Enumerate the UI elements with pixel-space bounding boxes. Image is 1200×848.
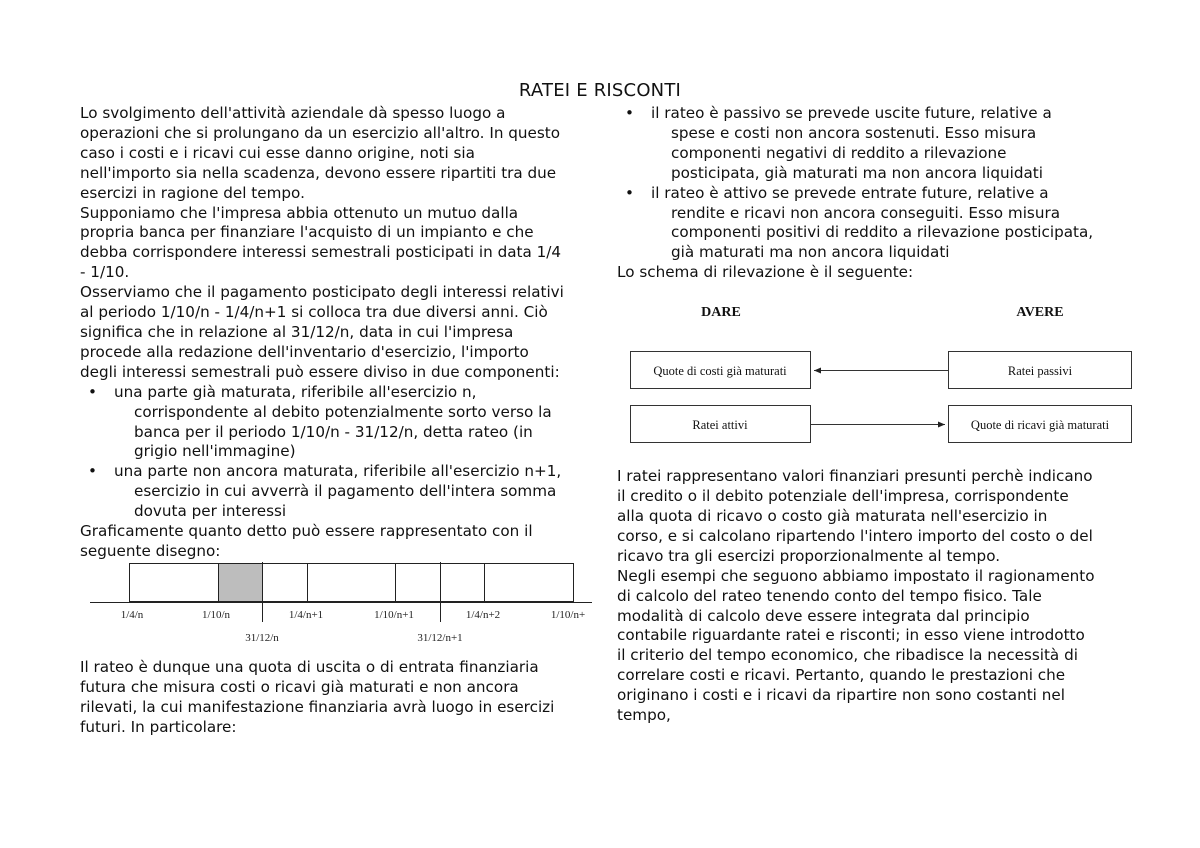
rateo-types-list — [617, 104, 1097, 263]
list-item-text: una parte non ancora maturata, riferibile all'esercizio n+1, esercizio in cui avverrà il pagamento dell'intera somma dovuta per interessi — [114, 462, 562, 521]
schema-intro-paragraph: Lo schema di rilevazione è il seguente: — [617, 263, 914, 282]
accounting-schema-diagram — [617, 283, 1137, 467]
box-label: Ratei attivi — [692, 418, 748, 433]
tick-label: 1/10/n+1 — [374, 608, 414, 621]
bullet-icon: • — [625, 183, 634, 202]
tick-label: 1/10/n — [201, 608, 231, 621]
timeline-diagram — [80, 562, 600, 658]
left-column — [80, 104, 586, 737]
tick-label: 1/10/n+ — [550, 608, 586, 621]
tick-label: 1/4/n — [120, 608, 144, 621]
timeline-bar — [130, 563, 574, 601]
avere-heading: AVERE — [1016, 305, 1064, 321]
explanation-paragraph: Osserviamo che il pagamento posticipato degli interessi relativi al periodo 1/10/n - 1/4/n+1 si colloca tra due diversi anni. Ciò significa che in relazione al 31/12/n, data in cui l'impresa procede alla redazione dell'inventario d'esercizio, l'importo degli interessi semestrali può essere diviso in due componenti: — [80, 283, 564, 381]
list-item — [80, 462, 570, 522]
rateo-shaded-segment — [219, 563, 263, 601]
tick-label: 1/4/n+2 — [465, 608, 501, 621]
list-item-text: una parte già maturata, riferibile all'esercizio n, corrispondente al debito potenzialmente sorto verso la banca per il periodo 1/10/n - 31/12/n, detta rateo (in grigio nell'immagine) — [114, 382, 552, 461]
components-list — [80, 383, 570, 522]
tick-label: 1/4/n+1 — [288, 608, 324, 621]
list-item — [80, 383, 570, 463]
list-item — [617, 184, 1097, 264]
list-item-text: il rateo è passivo se prevede uscite future, relative a spese e costi non ancora sostenuti. Esso misura componenti negativi di reddito a rilevazione posticipata, già maturati ma non ancora liquidati — [651, 104, 1052, 182]
box-label: Quote di costi già maturati — [653, 364, 787, 379]
list-item-text: il rateo è attivo se prevede entrate future, relative a rendite e ricavi non ancora conseguiti. Esso misura componenti positivi di reddito a rilevazione posticipata, già maturati ma non ancora liquidati — [651, 183, 1094, 262]
ratei-value-paragraph: I ratei rappresentano valori finanziari presunti perchè indicano il credito o il debito potenziale dell'impresa, corrispondente alla quota di ricavo o costo già maturata nell'esercizio in corso, e si calcolano ripartendo l'intero importo del costo o del ricavo tra gli esercizi proporzionalmente al tempo. — [617, 467, 1093, 565]
year-end-label: 31/12/n — [245, 631, 279, 644]
year-end-label: 31/12/n+1 — [417, 631, 463, 644]
example-paragraph: Supponiamo che l'impresa abbia ottenuto un mutuo dalla propria banca per finanziare l'acquisto di un impianto e che debba corrispondere interessi semestrali posticipati in data 1/4 - 1/10. — [80, 203, 562, 282]
dare-heading: DARE — [701, 305, 741, 321]
intro-paragraph: Lo svolgimento dell'attività aziendale dà spesso luogo a operazioni che si prolungano da un esercizio all'altro. In questo caso i costi e i ricavi cui esse danno origine, noti sia nell'importo sia nella scadenza, devono essere ripartiti tra due esercizi in ragione del tempo. — [80, 104, 561, 202]
box-label: Quote di ricavi già maturati — [970, 418, 1110, 433]
bullet-icon: • — [88, 462, 97, 481]
rateo-definition-paragraph: Il rateo è dunque una quota di uscita o di entrata finanziaria futura che misura costi o ricavi già maturati e non ancora rilevati, la cui manifestazione finanziaria avrà luogo in esercizi futuri. In particolare: — [80, 657, 555, 736]
box-label: Ratei passivi — [1007, 364, 1073, 379]
graphic-intro-paragraph: Graficamente quanto detto può essere rappresentato con il seguente disegno: — [80, 522, 533, 560]
list-item — [617, 104, 1097, 184]
bullet-icon: • — [88, 382, 97, 401]
right-column — [617, 104, 1110, 726]
bullet-icon: • — [625, 104, 634, 122]
page-title: RATEI E RISCONTI — [518, 80, 682, 101]
calculation-note-paragraph: Negli esempi che seguono abbiamo impostato il ragionamento di calcolo del rateo tenendo conto del tempo fisico. Tale modalità di calcolo deve essere integrata dal principio contabile riguardante ratei e risconti; in esso viene introdotto il criterio del tempo economico, che ribadisce la necessità di correlare costi e ricavi. Pertanto, quando le prestazioni che originano i costi e i ricavi da ripartire non sono costanti nel tempo, — [617, 566, 1095, 725]
